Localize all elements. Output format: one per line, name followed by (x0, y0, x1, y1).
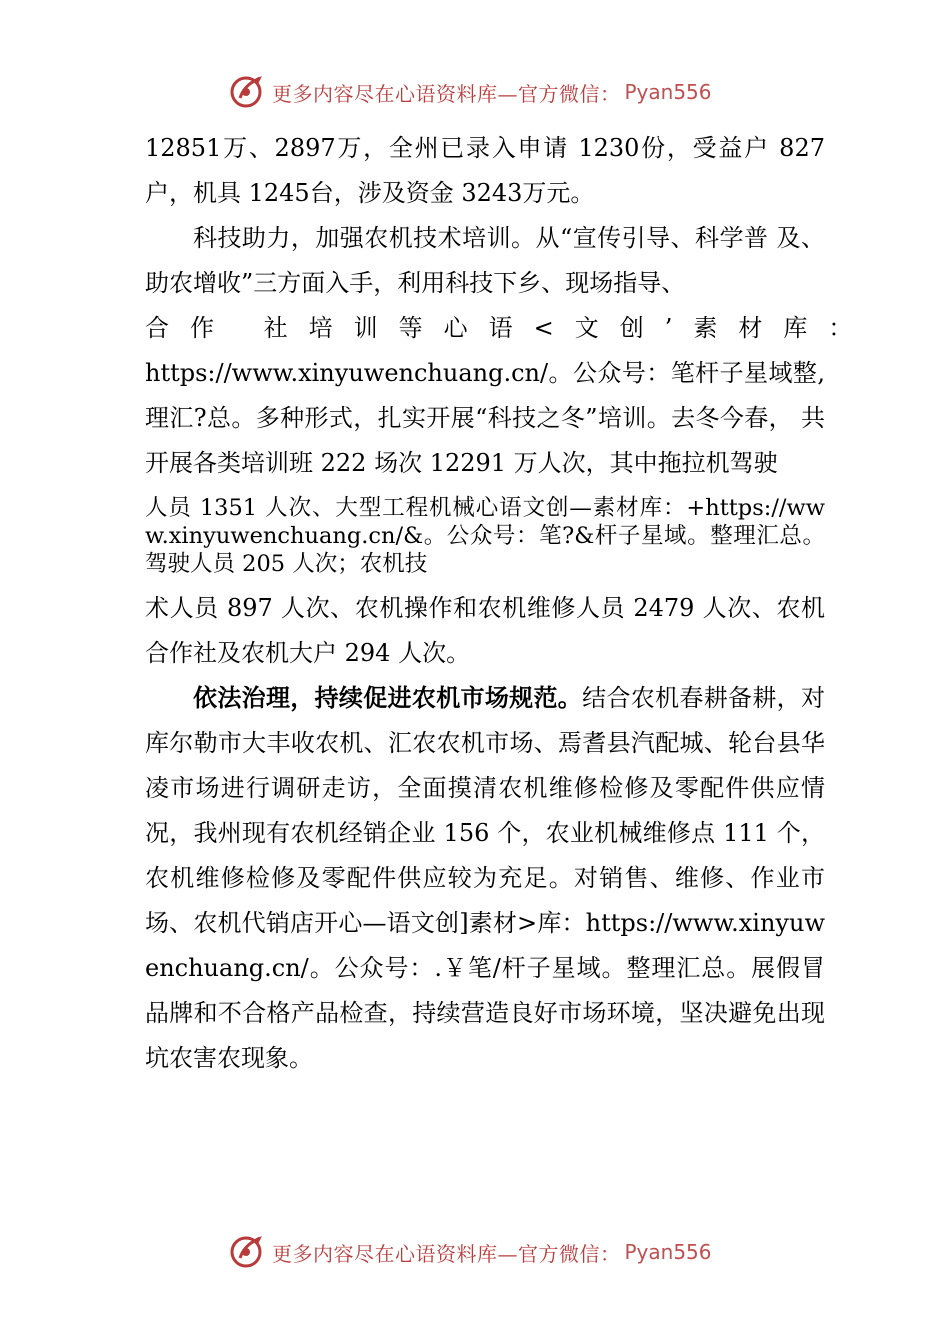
paragraph-5-text: 结合农机春耕备耕，对库尔勒市大丰收农机、汇农农机市场、焉耆县汽配城、轮台县华凌市场进行调研走访，全面摸清农机维修检修及零配件供应情况，我州现有农机经销企业 156 个，农业机械维修点 111 个，农机维修检修及零配件供应较为充足。对销售、维修、作业市场、农机代销店开心—语文创]素材>库：https://www.xinyuwenchuang.cn/。公众号：.￥笔/杆子星域。整理汇总。展假冒品牌和不合格产品检查，持续营造良好市场环境，坚决避免出现坑农害农现象。 (145, 684, 826, 1072)
footer-banner (228, 1232, 712, 1272)
paragraph-5-lead: 依法治理，持续促进农机市场规范。 (193, 684, 583, 712)
banner-handle: Pyan556 (624, 80, 712, 104)
document-body (145, 126, 874, 1081)
paragraph-1: 12851万、2897万，全州已录入申请 1230份，受益户 827户，机具 1245台，涉及资金 3243万元。 (145, 134, 825, 207)
paragraph-2a: 科技助力，加强农机技术培训。从“宣传引导、科学普 及、助农增收”三方面入手，利用科技下乡、现场指导、 (145, 224, 825, 297)
header-banner (228, 72, 712, 112)
banner-text: 更多内容尽在心语资料库—官方微信： (272, 81, 621, 106)
logo-icon (228, 72, 268, 112)
banner-handle: Pyan556 (624, 1240, 712, 1264)
paragraph-4: 术人员 897 人次、农机操作和农机维修人员 2479 人次、农机合作社及农机大户 294 人次。 (145, 594, 825, 667)
paragraph-3: 人员 1351 人次、大型工程机械心语文创—素材库：+https://www.xinyuwenchuang.cn/&。公众号：笔?&杆子星域。整理汇总。驾驶人员 205 人次；农机技 (145, 495, 825, 577)
logo-icon (228, 1232, 268, 1272)
paragraph-5 (145, 676, 825, 1081)
banner-text: 更多内容尽在心语资料库—官方微信： (272, 1241, 621, 1266)
paragraph-2c: https://www.xinyuwenchuang.cn/。公众号：笔杆子星域整,理汇?总。多种形式，扎实开展“科技之冬”培训。去冬今春， 共开展各类培训班 222 场次 12291 万人次，其中拖拉机驾驶 (145, 359, 825, 477)
paragraph-2b: 合作 社培训等心语<文创’素材库： (145, 314, 874, 342)
